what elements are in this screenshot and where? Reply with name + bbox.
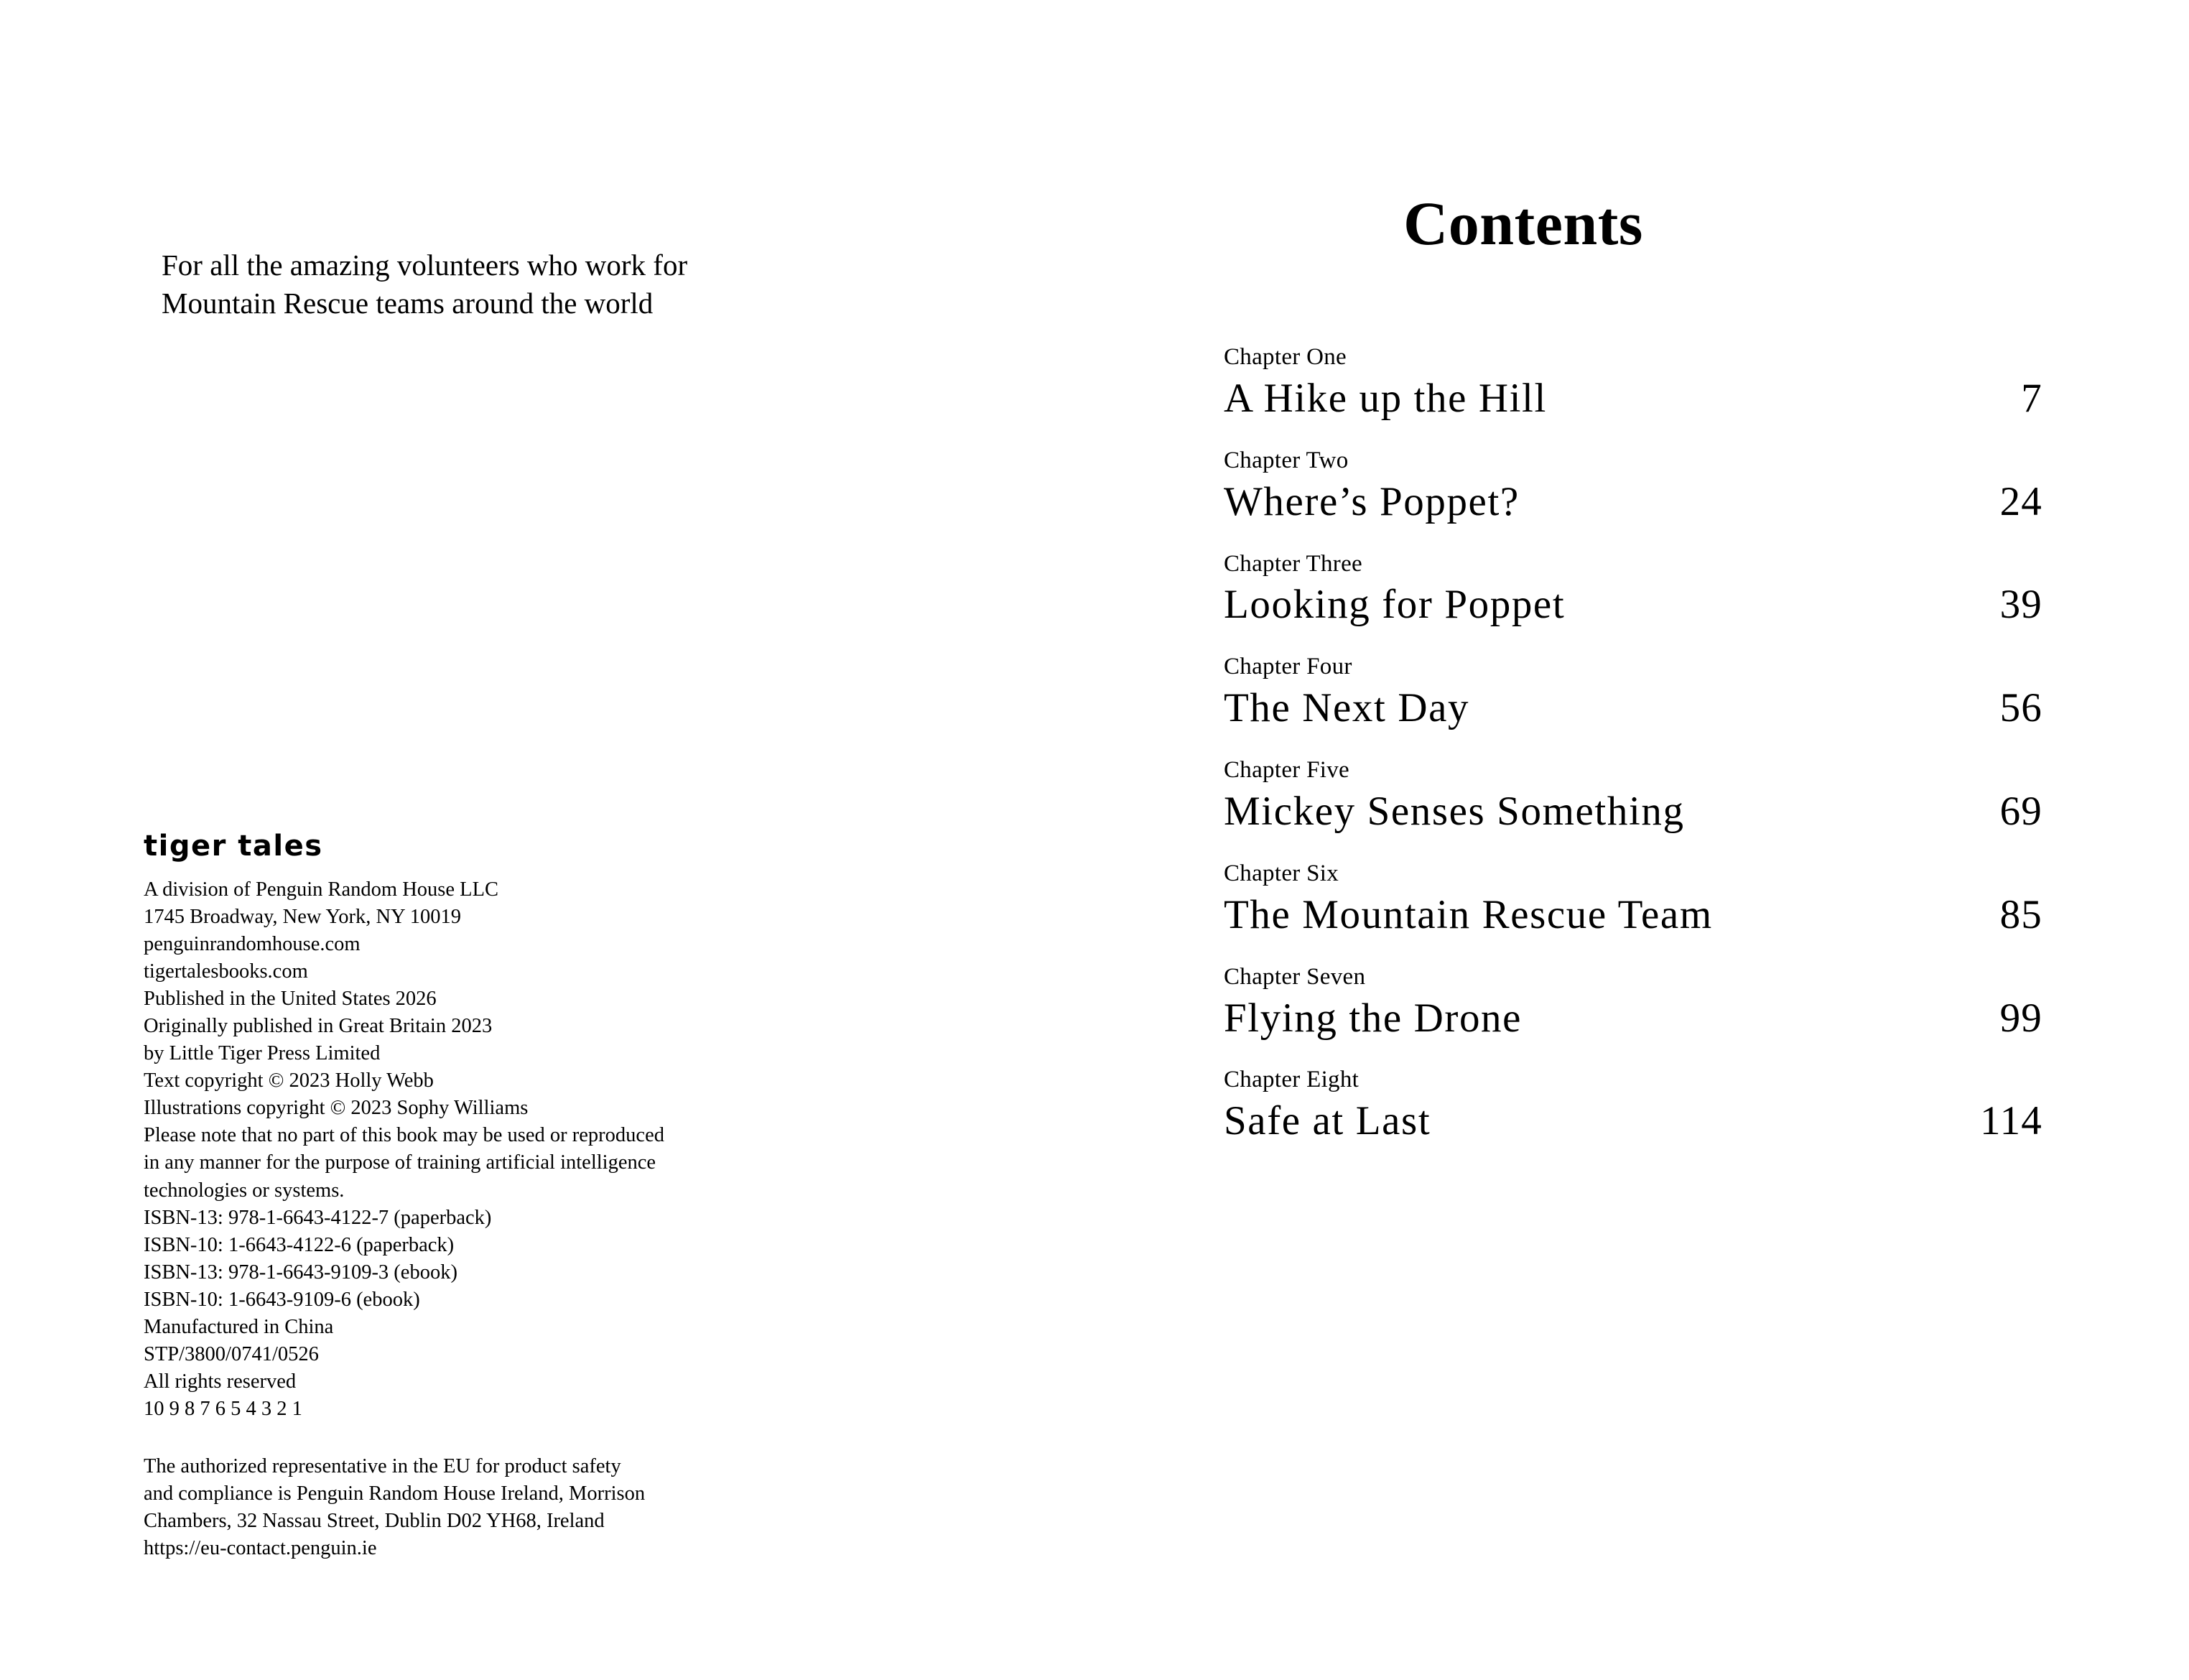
toc-chapter-label: Chapter Six bbox=[1224, 860, 1339, 886]
toc-entry-chapter-four[interactable] bbox=[1224, 653, 2042, 731]
toc-chapter-title: Looking for Poppet bbox=[1224, 582, 1566, 628]
toc-page-number: 39 bbox=[1999, 582, 2042, 628]
toc-page-number: 69 bbox=[1999, 789, 2042, 834]
toc-chapter-title: The Mountain Rescue Team bbox=[1224, 891, 1713, 937]
colophon-line: 10 9 8 7 6 5 4 3 2 1 bbox=[144, 1397, 302, 1420]
eu-notice-line: https://eu-contact.penguin.ie bbox=[144, 1537, 377, 1560]
toc-entry-chapter-one[interactable] bbox=[1224, 343, 2042, 422]
colophon-line: A division of Penguin Random House LLC bbox=[144, 878, 498, 901]
toc-page-number: 56 bbox=[1999, 685, 2042, 731]
colophon-line: STP/3800/0741/0526 bbox=[144, 1342, 319, 1365]
toc-chapter-label: Chapter Seven bbox=[1224, 963, 1366, 990]
toc-row bbox=[1224, 996, 2042, 1041]
colophon-line: ISBN-10: 1-6643-9109-6 (ebook) bbox=[144, 1288, 420, 1311]
toc-chapter-title: A Hike up the Hill bbox=[1224, 375, 1547, 421]
toc-row bbox=[1224, 1098, 2042, 1144]
toc-entry-chapter-eight[interactable] bbox=[1224, 1066, 2042, 1144]
toc-row bbox=[1224, 582, 2042, 628]
dedication bbox=[162, 246, 880, 323]
toc-page-number: 7 bbox=[2021, 375, 2042, 421]
colophon-line: Manufactured in China bbox=[144, 1315, 334, 1338]
toc-chapter-title: Mickey Senses Something bbox=[1224, 789, 1685, 834]
toc-chapter-title: Where’s Poppet? bbox=[1224, 478, 1520, 524]
toc-page-number: 85 bbox=[1999, 891, 2042, 937]
colophon-line: Originally published in Great Britain 2023 bbox=[144, 1015, 493, 1038]
eu-notice-line: Chambers, 32 Nassau Street, Dublin D02 YH68, Ireland bbox=[144, 1510, 605, 1533]
toc-row bbox=[1224, 789, 2042, 835]
copyright-page bbox=[0, 0, 1094, 1680]
table-of-contents bbox=[1224, 343, 2042, 1144]
toc-entry-chapter-seven[interactable] bbox=[1224, 963, 2042, 1041]
toc-entry-chapter-three[interactable] bbox=[1224, 550, 2042, 628]
toc-entry-chapter-five[interactable] bbox=[1224, 756, 2042, 835]
toc-chapter-label: Chapter Two bbox=[1224, 447, 1349, 473]
toc-row bbox=[1224, 479, 2042, 525]
toc-page-number: 114 bbox=[1980, 1098, 2042, 1144]
eu-representative-notice bbox=[144, 1453, 905, 1562]
toc-chapter-label: Chapter Eight bbox=[1224, 1067, 1360, 1093]
colophon-line: Please note that no part of this book may be used or reproduced bbox=[144, 1124, 664, 1147]
toc-row bbox=[1224, 685, 2042, 731]
toc-chapter-title: The Next Day bbox=[1224, 685, 1470, 731]
colophon-line: by Little Tiger Press Limited bbox=[144, 1042, 381, 1065]
toc-entry-chapter-six[interactable] bbox=[1224, 860, 2042, 938]
eu-notice-line: and compliance is Penguin Random House Ireland, Morrison bbox=[144, 1482, 646, 1505]
toc-chapter-title: Safe at Last bbox=[1224, 1098, 1431, 1144]
colophon-text bbox=[144, 876, 905, 1423]
tiger-tales-logo: tiger tales bbox=[144, 830, 323, 863]
colophon-line: penguinrandomhouse.com bbox=[144, 933, 361, 956]
colophon-line: technologies or systems. bbox=[144, 1179, 345, 1202]
colophon-line: in any manner for the purpose of training artificial intelligence bbox=[144, 1151, 656, 1174]
colophon-line: ISBN-13: 978-1-6643-4122-7 (paperback) bbox=[144, 1206, 492, 1229]
toc-chapter-label: Chapter Three bbox=[1224, 550, 1362, 577]
eu-notice-line: The authorized representative in the EU for product safety bbox=[144, 1454, 621, 1477]
dedication-line: For all the amazing volunteers who work for bbox=[162, 249, 688, 282]
colophon-line: All rights reserved bbox=[144, 1370, 297, 1393]
imprint-block bbox=[144, 832, 905, 1562]
colophon-line: Published in the United States 2026 bbox=[144, 988, 437, 1011]
colophon-line: ISBN-13: 978-1-6643-9109-3 (ebook) bbox=[144, 1261, 457, 1284]
toc-entry-chapter-two[interactable] bbox=[1224, 447, 2042, 525]
toc-row bbox=[1224, 892, 2042, 938]
dedication-line: Mountain Rescue teams around the world bbox=[162, 287, 654, 320]
colophon-line: Illustrations copyright © 2023 Sophy Williams bbox=[144, 1097, 529, 1120]
colophon-line: Text copyright © 2023 Holly Webb bbox=[144, 1069, 434, 1092]
colophon-line: 1745 Broadway, New York, NY 10019 bbox=[144, 906, 461, 929]
toc-chapter-label: Chapter Four bbox=[1224, 654, 1352, 680]
colophon-line: tigertalesbooks.com bbox=[144, 960, 308, 983]
toc-chapter-label: Chapter Five bbox=[1224, 757, 1349, 784]
toc-page-number: 99 bbox=[1999, 995, 2042, 1041]
toc-page-number: 24 bbox=[1999, 478, 2042, 524]
colophon-line: ISBN-10: 1-6643-4122-6 (paperback) bbox=[144, 1233, 455, 1256]
toc-chapter-label: Chapter One bbox=[1224, 344, 1347, 370]
page-title: Contents bbox=[1403, 189, 1643, 258]
toc-row bbox=[1224, 376, 2042, 422]
toc-chapter-title: Flying the Drone bbox=[1224, 995, 1523, 1041]
contents-page bbox=[1094, 0, 2189, 1680]
